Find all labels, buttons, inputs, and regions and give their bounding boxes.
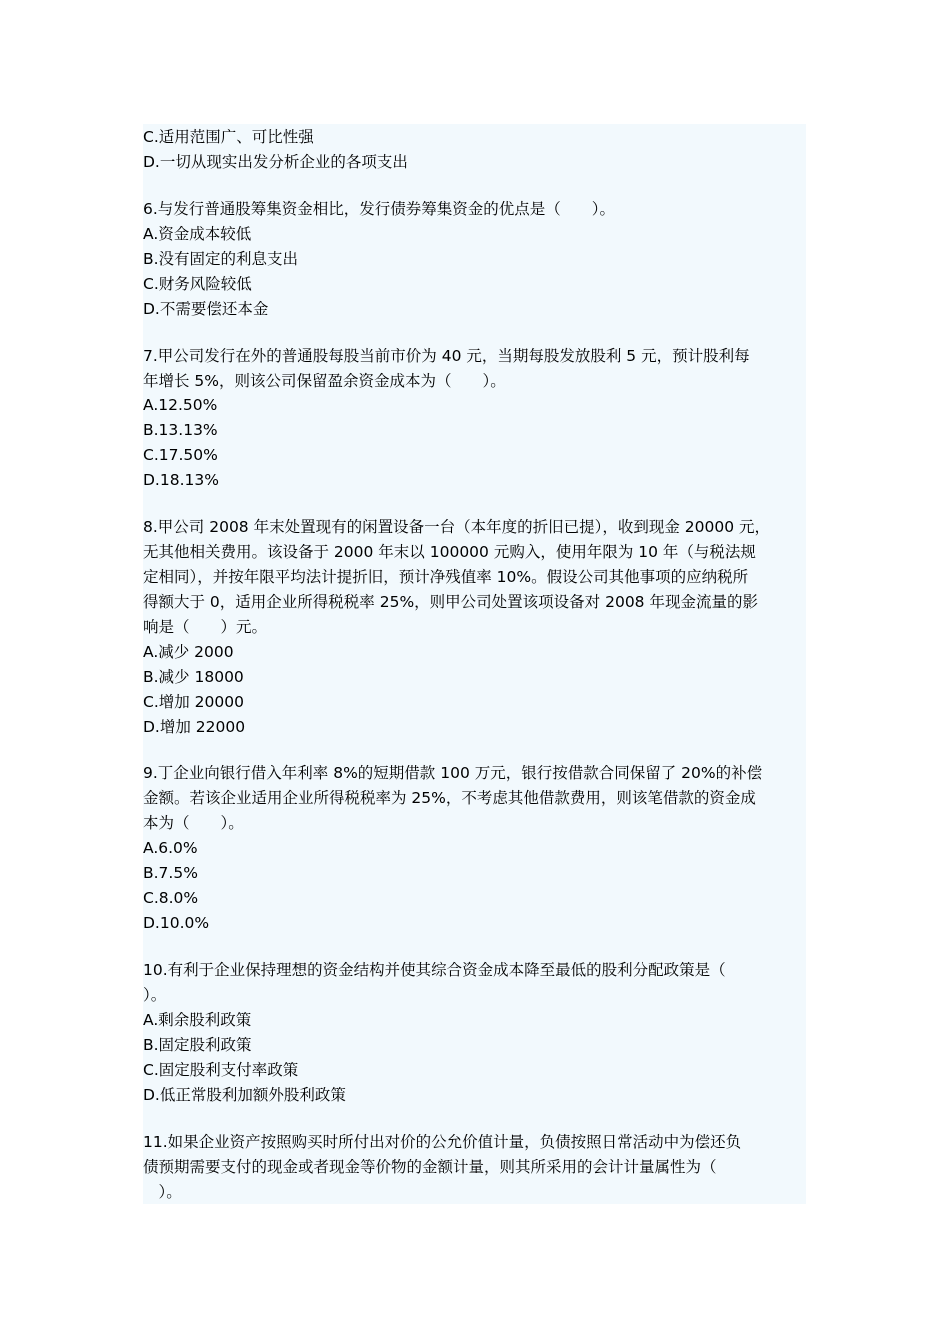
question-8-stem-line-1: 8.甲公司 2008 年末处置现有的闲置设备一台（本年度的折旧已提），收到现金 20000 元， [143, 518, 771, 536]
question-10-option-c: C.固定股利支付率政策 [143, 1061, 299, 1079]
question-9-option-c: C.8.0% [143, 889, 199, 907]
question-7-option-a: A.12.50% [143, 396, 218, 414]
question-7-option-d: D.18.13% [143, 471, 219, 489]
question-10-option-d: D.低正常股利加额外股利政策 [143, 1086, 346, 1104]
question-10-option-b: B.固定股利政策 [143, 1036, 252, 1054]
question-5-option-c: C.适用范围广、可比性强 [143, 128, 314, 146]
question-7-stem-line-2: 年增长 5%，则该公司保留盈余资金成本为（ ）。 [143, 372, 506, 390]
question-9-stem-line-1: 9.丁企业向银行借入年利率 8%的短期借款 100 万元，银行按借款合同保留了 20%的补偿 [143, 764, 763, 782]
question-9-option-a: A.6.0% [143, 839, 198, 857]
question-6-stem: 6.与发行普通股筹集资金相比，发行债券筹集资金的优点是（ ）。 [143, 200, 616, 218]
question-8-option-b: B.减少 18000 [143, 668, 244, 686]
question-8-stem-line-2: 无其他相关费用。该设备于 2000 年末以 100000 元购入，使用年限为 10 年（与税法规 [143, 543, 756, 561]
question-8-option-a: A.减少 2000 [143, 643, 234, 661]
question-8-stem-line-3: 定相同），并按年限平均法计提折旧，预计净残值率 10%。假设公司其他事项的应纳税所 [143, 568, 749, 586]
question-11-stem-line-2: 债预期需要支付的现金或者现金等价物的金额计量，则其所采用的会计计量属性为（ [143, 1158, 717, 1176]
question-8-stem-line-5: 响是（ ）元。 [143, 618, 268, 636]
question-11-stem-line-3: ）。 [143, 1183, 182, 1201]
question-8-stem-line-4: 得额大于 0，适用企业所得税税率 25%，则甲公司处置该项设备对 2008 年现金流量的影 [143, 593, 758, 611]
question-6-option-c: C.财务风险较低 [143, 275, 252, 293]
question-10-stem-line-2: ）。 [143, 986, 167, 1004]
question-7-stem-line-1: 7.甲公司发行在外的普通股每股当前市价为 40 元，当期每股发放股利 5 元，预计股利每 [143, 347, 750, 365]
question-5-option-d: D.一切从现实出发分析企业的各项支出 [143, 153, 408, 171]
question-9-option-d: D.10.0% [143, 914, 210, 932]
question-7-option-b: B.13.13% [143, 421, 218, 439]
question-9-stem-line-3: 本为（ ）。 [143, 814, 244, 832]
question-10-stem-line-1: 10.有利于企业保持理想的资金结构并使其综合资金成本降至最低的股利分配政策是（ [143, 961, 726, 979]
question-11-stem-line-1: 11.如果企业资产按照购买时所付出对价的公允价值计量，负债按照日常活动中为偿还负 [143, 1133, 742, 1151]
question-7-option-c: C.17.50% [143, 446, 218, 464]
question-6-option-a: A.资金成本较低 [143, 225, 252, 243]
question-6-option-d: D.不需要偿还本金 [143, 300, 269, 318]
question-6-option-b: B.没有固定的利息支出 [143, 250, 299, 268]
question-10-option-a: A.剩余股利政策 [143, 1011, 252, 1029]
question-9-stem-line-2: 金额。若该企业适用企业所得税税率为 25%，不考虑其他借款费用，则该笔借款的资金成 [143, 789, 756, 807]
question-8-option-c: C.增加 20000 [143, 693, 244, 711]
question-9-option-b: B.7.5% [143, 864, 198, 882]
question-8-option-d: D.增加 22000 [143, 718, 246, 736]
